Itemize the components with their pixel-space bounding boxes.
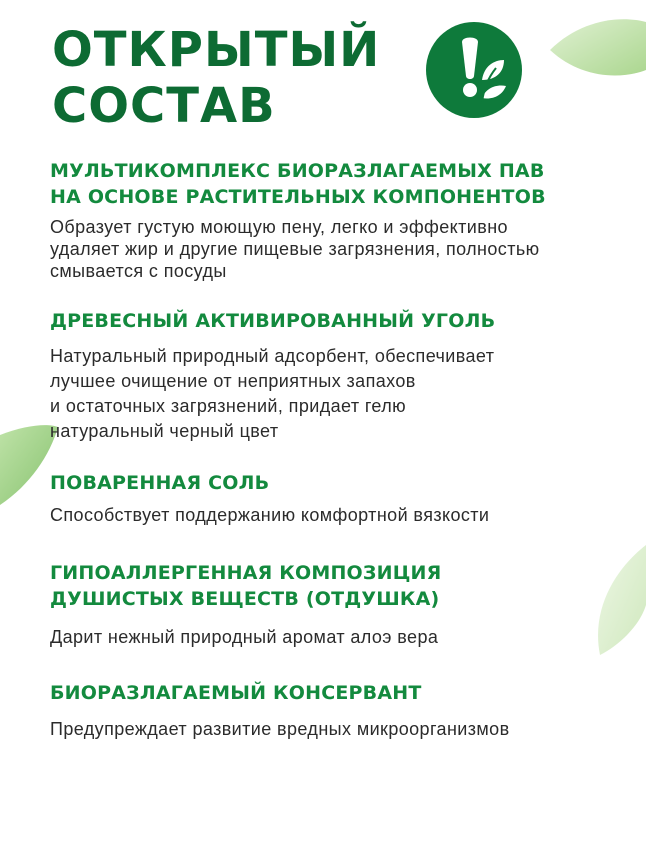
ingredient-heading xyxy=(50,560,620,612)
heading-line: ДУШИСТЫХ ВЕЩЕСТВ (ОТДУШКА) xyxy=(50,588,440,610)
title-line-2: СОСТАВ xyxy=(52,78,276,134)
description-line: Образует густую моющую пену, легко и эффективно xyxy=(50,217,508,237)
description-line: и остаточных загрязнений, придает гелю xyxy=(50,396,407,416)
description-line: смывается с посуды xyxy=(50,261,227,281)
heading-line: НА ОСНОВЕ РАСТИТЕЛЬНЫХ КОМПОНЕНТОВ xyxy=(50,186,546,208)
heading-line: ДРЕВЕСНЫЙ АКТИВИРОВАННЫЙ УГОЛЬ xyxy=(50,310,496,332)
description-line: Натуральный природный адсорбент, обеспечивает xyxy=(50,346,495,366)
badge xyxy=(426,22,522,118)
ingredient-heading xyxy=(50,680,620,706)
heading-line: ГИПОАЛЛЕРГЕННАЯ КОМПОЗИЦИЯ xyxy=(50,562,442,584)
description-line: лучшее очищение от неприятных запахов xyxy=(50,371,416,391)
ingredient-preservative xyxy=(50,680,620,740)
ingredient-surfactants xyxy=(50,158,620,282)
heading-line: ПОВАРЕННАЯ СОЛЬ xyxy=(50,472,270,494)
ingredient-heading xyxy=(50,158,620,210)
ingredient-heading xyxy=(50,470,620,496)
ingredient-description xyxy=(50,504,620,526)
ingredient-charcoal xyxy=(50,308,620,444)
description-line: Предупреждает развитие вредных микроорганизмов xyxy=(50,719,510,739)
title-line-1: ОТКРЫТЫЙ xyxy=(52,22,381,78)
leaf-decoration-top-right xyxy=(540,10,646,100)
heading-line: БИОРАЗЛАГАЕМЫЙ КОНСЕРВАНТ xyxy=(50,682,422,704)
page-title xyxy=(52,22,380,134)
description-line: Дарит нежный природный аромат алоэ вера xyxy=(50,627,439,647)
exclamation-leaf-icon xyxy=(426,22,522,118)
ingredient-description xyxy=(50,718,620,740)
ingredient-salt xyxy=(50,470,620,526)
description-line: натуральный черный цвет xyxy=(50,421,279,441)
ingredient-description xyxy=(50,216,620,282)
description-line: удаляет жир и другие пищевые загрязнения, полностью xyxy=(50,239,540,259)
heading-line: МУЛЬТИКОМПЛЕКС БИОРАЗЛАГАЕМЫХ ПАВ xyxy=(50,160,545,182)
ingredient-heading xyxy=(50,308,620,334)
ingredient-fragrance xyxy=(50,560,620,648)
ingredient-description xyxy=(50,626,620,648)
description-line: Способствует поддержанию комфортной вязкости xyxy=(50,505,490,525)
ingredient-description xyxy=(50,344,620,444)
